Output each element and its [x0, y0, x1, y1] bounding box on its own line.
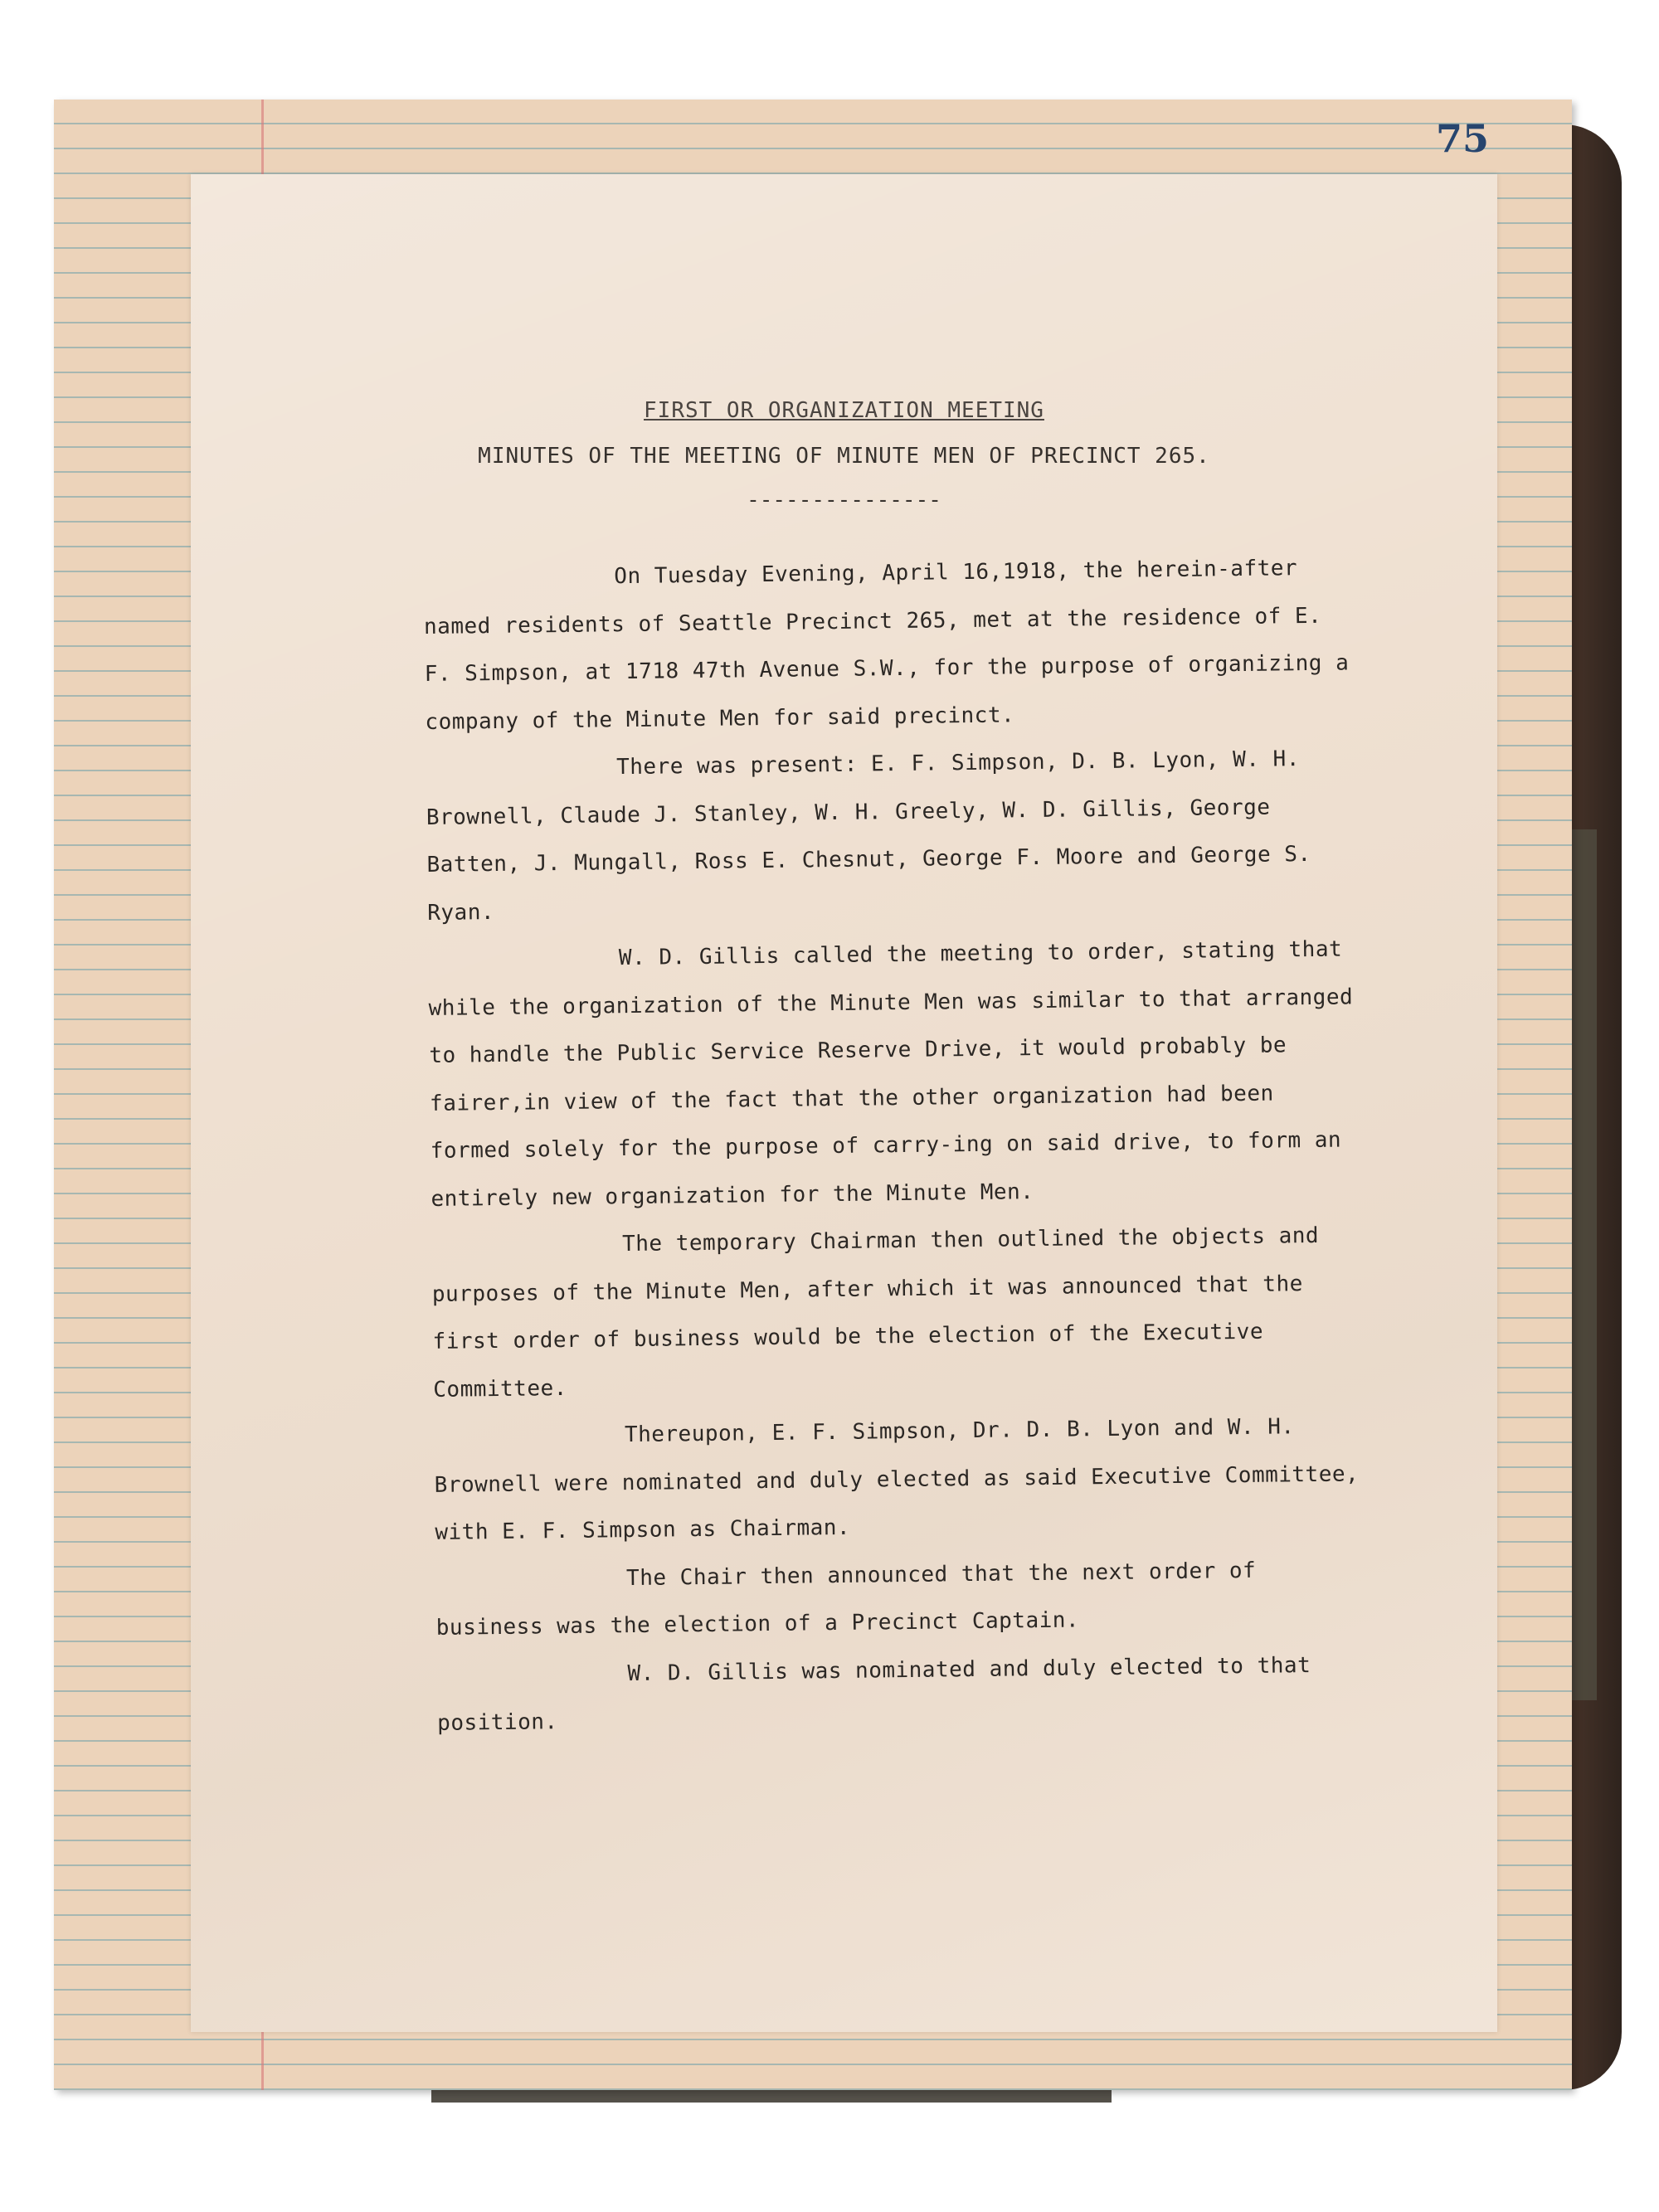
paragraph-next-order: The Chair then announced that the next order of business was the election of a Precinct Captain. — [435, 1558, 1257, 1641]
page-number: 75 — [1435, 116, 1489, 161]
paragraph-call-to-order: W. D. Gillis called the meeting to order, stating that while the organization of the Minute Men was similar to that arranged to handle the Public Service Reserve Drive, it would probably be fairer,in view of the fact that the other organization had been formed solely for the purpose of carry-ing on said drive, to form an entirely new organization for the Minute Men. — [428, 936, 1354, 1212]
typed-minutes-sheet — [191, 174, 1497, 2032]
minutes-title: MINUTES OF THE MEETING OF MINUTE MEN OF PRECINCT 265. — [478, 444, 1210, 469]
paragraph-objects-purposes: The temporary Chairman then outlined the objects and purposes of the Minute Men, after which it was announced that the first order of business would be the election of the Executive Committee. — [431, 1223, 1320, 1403]
paragraph-meeting-opening: On Tuesday Evening, April 16,1918, the herein-after named residents of Seattle Precinct 265, met at the residence of E. F. Simpson, at 1718 47th Avenue S.W., for the purpose of organizing a company of the Minute Men for said precinct. — [423, 556, 1350, 735]
paragraph-attendees: There was present: E. F. Simpson, D. B. Lyon, W. H. Brownell, Claude J. Stanley, W. H. Greely, W. D. Gillis, George Batten, J. Mungall, Ross E. Chesnut, George F. Moore and George S. Ryan. — [426, 746, 1311, 926]
paragraph-executive-committee: Thereupon, E. F. Simpson, Dr. D. B. Lyon and W. H. Brownell were nominated and duly elected as said Executive Committee, with E. F. Simpson as Chairman. — [434, 1414, 1360, 1545]
meeting-title: FIRST OR ORGANIZATION MEETING — [644, 398, 1044, 423]
title-separator: --------------- — [747, 488, 941, 513]
minutes-body — [423, 544, 1366, 1748]
paragraph-precinct-captain: W. D. Gillis was nominated and duly elected to that position. — [437, 1652, 1311, 1736]
